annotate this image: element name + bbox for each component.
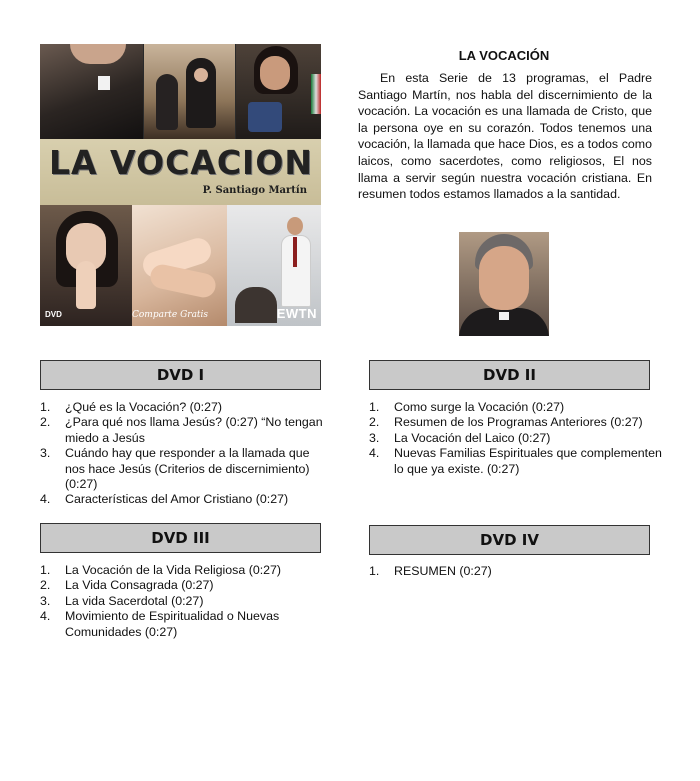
dvd-cover-image <box>40 44 321 326</box>
cover-title: LA VOCACION <box>49 143 313 182</box>
cover-author: P. Santiago Martín <box>202 185 307 196</box>
praying-woman-photo <box>40 205 132 326</box>
list-item: 1. ¿Qué es la Vocación? (0:27) <box>40 400 223 414</box>
list-item: 1. La Vocación de la Vida Religiosa (0:27) <box>40 563 282 577</box>
list-item: 4. Movimiento de Espiritualidad o Nuevas Comunidades (0:27) <box>40 609 280 639</box>
dvd-3-header: DVD III <box>40 523 321 553</box>
speaker-woman-photo <box>236 44 321 139</box>
cover-title-band <box>40 139 321 205</box>
nuns-photo <box>144 44 235 139</box>
dvd-4-list <box>369 564 674 579</box>
description-body: En esta Serie de 13 programas, el Padre Santiago Martín, nos habla del discernimiento de la vocación. La vocación es una llamada de Cristo, que la persona oye en su corazón. Todos tenemos una vocación, la llamada que hace Dios, es a todos como laicos, como sacerdotes, como religiosos, El nos llama a servir según nuestra vocación cristiana. En resumen todos estamos llamados a la santidad. <box>358 71 652 202</box>
dvd-2-header: DVD II <box>369 360 650 390</box>
description-title: LA VOCACIÓN <box>458 48 550 63</box>
priest-portrait <box>459 232 549 336</box>
list-item: 2. Resumen de los Programas Anteriores (0:27) <box>369 415 643 430</box>
dvd-3-list <box>40 563 325 640</box>
dvd-logo: DVD <box>45 310 62 319</box>
list-item: 1. Como surge la Vocación (0:27) <box>369 400 565 414</box>
priest-photo <box>40 44 143 139</box>
list-item: 3. La Vocación del Laico (0:27) <box>369 430 551 445</box>
list-item: 4. Características del Amor Cristiano (0:27) <box>40 492 289 507</box>
wedding-hands-photo <box>132 205 227 326</box>
list-item: 3. Cuándo hay que responder a la llamada que nos hace Jesús (Criterios de discernimiento) (0:27) <box>40 446 310 492</box>
dvd-1-header: DVD I <box>40 360 321 390</box>
dvd-1-list <box>40 400 325 508</box>
list-item: 1. RESUMEN (0:27) <box>369 564 492 578</box>
list-item: 2. La Vida Consagrada (0:27) <box>40 578 214 593</box>
list-item: 3. La vida Sacerdotal (0:27) <box>40 593 204 608</box>
share-free-mark: Comparte Gratis <box>132 310 209 320</box>
list-item: 4. Nuevas Familias Espirituales que complementen lo que ya existe. (0:27) <box>369 446 662 476</box>
dvd-4-header: DVD IV <box>369 525 650 555</box>
dvd-2-list <box>369 400 674 477</box>
list-item: 2. ¿Para qué nos llama Jesús? (0:27) “No tengan miedo a Jesús <box>40 415 323 445</box>
ewtn-logo: EWTN <box>276 306 317 321</box>
